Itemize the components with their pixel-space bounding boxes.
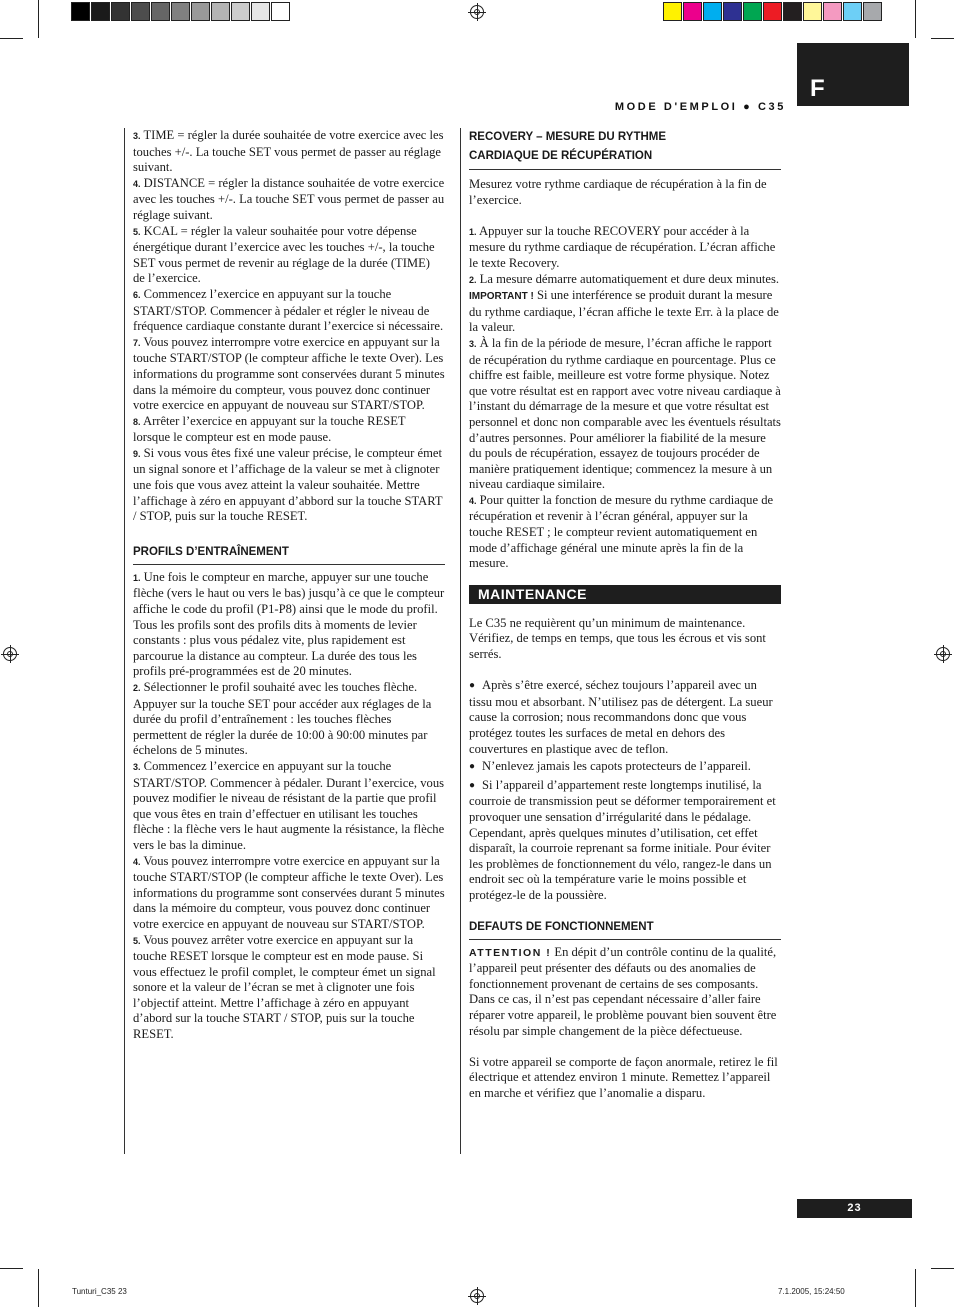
- list-item-number: 1.: [133, 572, 141, 583]
- column-rule-middle: [460, 128, 461, 1154]
- section-heading-defauts: DEFAUTS DE FONCTIONNEMENT: [469, 918, 781, 940]
- page-number: 23: [797, 1199, 912, 1218]
- attention-text: En dépit d’un contrôle continu de la qualité, l’appareil peut présenter des défauts ou des anomalies de fonctionnement provenant de certains de ses composants. Dans ce cas, il n’est pas cependant nécessaire d’aller faire réparer votre appareil, le problème pouvant bien souvent être résolu par simple changement de la pièce défectueuse.: [469, 944, 777, 1038]
- color-swatch: [91, 2, 110, 21]
- color-swatch: [251, 2, 270, 21]
- list-item-number: 4.: [469, 495, 477, 506]
- list-item: [133, 446, 445, 525]
- column-rule-left: [124, 128, 125, 1154]
- color-swatch: [743, 2, 762, 21]
- recovery-heading-line1: RECOVERY – MESURE DU RYTHME: [469, 131, 667, 143]
- list-item: [133, 933, 445, 1043]
- color-swatch: [131, 2, 150, 21]
- grayscale-calibration-bar: [71, 2, 291, 21]
- list-item-number: 6.: [133, 289, 141, 300]
- list-item: [469, 272, 781, 336]
- registration-mark-icon: [936, 647, 950, 661]
- list-item-number: 2.: [133, 683, 141, 693]
- color-swatch: [783, 2, 802, 21]
- list-item: [469, 336, 781, 493]
- list-item: [133, 287, 445, 335]
- color-swatch: [71, 2, 90, 21]
- section-heading-recovery: [469, 128, 781, 170]
- crop-mark: [0, 38, 23, 39]
- color-swatch: [191, 2, 210, 21]
- color-swatch: [863, 2, 882, 21]
- list-item-number: 4.: [133, 178, 141, 189]
- left-column: [133, 128, 445, 1043]
- list-item-text: La mesure démarre automatiquement et dure deux minutes.: [479, 271, 780, 286]
- section-heading-profils: PROFILS D’ENTRAÎNEMENT: [133, 543, 445, 565]
- list-item-text: Une fois le compteur en marche, appuyer sur une touche flèche (vers le haut ou vers le bas) jusqu’à ce que le compteur affiche le code du profil (P1-P8) ainsi que le mode du profil. Tous les profils sont des profils dits à moments de levier constants : plus vous pédalez vite, plus rapidement est parcourue la distance au compteur. La durée des tous les profils pré-programmées est de 20 minutes.: [133, 569, 445, 679]
- list-item-text-continued: Si une interférence se produit durant la mesure du rythme cardiaque, l’écran affiche le texte Err. à la place de la valeur.: [469, 288, 779, 335]
- crop-mark: [931, 1268, 954, 1269]
- color-swatch: [683, 2, 702, 21]
- recovery-steps-list: [469, 224, 781, 572]
- bullet-item: ● N’enlevez jamais les capots protecteurs de l’appareil.: [469, 759, 781, 776]
- list-item-text: Sélectionner le profil souhaité avec les touches flèche. Appuyer sur la touche SET pour accéder aux réglages de la durée du profil d’entraînement : les touches flèches permettent de régler la durée de 10:00 à 90:00 minutes par échelons de 5 minutes.: [133, 680, 432, 758]
- list-item-text: Vous pouvez interrompre votre exercice en appuyant sur la touche START/STOP (le compteur affiche le texte Over). Les informations du programme sont conservées durant 5 minutes dans la mémoire du compteur, vous pouvez donc continuer votre exercice en appuyant de nouveau sur START/STOP.: [133, 334, 445, 413]
- bullet-item: ● Après s’être exercé, séchez toujours l’appareil avec un tissu mou et absorbant. N’utilisez pas de détergent. La sueur cause la corrosion; nous recommandons donc que vous protégez toutes les surfaces de metal en dehors des couvertures en plastique avec de teflon.: [469, 678, 781, 757]
- color-swatch: [271, 2, 290, 21]
- list-item: [133, 570, 445, 680]
- right-column: [469, 128, 781, 1101]
- list-item-text: Vous pouvez interrompre votre exercice en appuyant sur la touche START/STOP (le compteur affiche le texte Over). Les informations du programme sont conservées durant 5 minutes dans la mémoire du compteur, vous pouvez donc continuer votre exercice en appuyant de nouveau sur START/STOP.: [133, 853, 445, 931]
- recovery-intro: Mesurez votre rythme cardiaque de récupération à la fin de l’exercice.: [469, 177, 767, 207]
- color-swatch: [763, 2, 782, 21]
- bullet-item: ● Si l’appareil d’appartement reste longtemps inutilisé, la courroie de transmission peut se déformer temporairement et provoquer une sensation d’irrégularité dans le pédalage. Cependant, après quelques minutes d’utilisation, cet effet disparaît, la courroie reprenant sa forme initiale. Pour éviter les problèmes de fonctionnement du vélo, rangez-le dans un endroit sec où la température varie le moins possible et protégez-le de la poussière.: [469, 778, 781, 904]
- list-item-text: Appuyer sur la touche RECOVERY pour accéder à la mesure du rythme cardiaque de récupération. L’écran affiche le texte Recovery.: [469, 223, 776, 270]
- color-swatch: [231, 2, 250, 21]
- crop-mark: [38, 0, 39, 38]
- recovery-heading-line2: CARDIAQUE DE RÉCUPÉRATION: [469, 150, 653, 162]
- color-swatch: [151, 2, 170, 21]
- crop-mark: [38, 1269, 39, 1307]
- footer-file-label: Tunturi_C35 23: [72, 1287, 127, 1296]
- crop-mark: [915, 1269, 916, 1307]
- maintenance-bullet-list: [469, 678, 781, 903]
- registration-mark-icon: [470, 5, 484, 19]
- section-heading-maintenance: MAINTENANCE: [469, 585, 781, 604]
- attention-paragraph: [469, 945, 781, 1040]
- color-swatch: [171, 2, 190, 21]
- language-tab: [797, 43, 909, 106]
- defauts-paragraph: Si votre appareil se comporte de façon anormale, retirez le fil électrique et attendez environ 1 minute. Remettez l’appareil en marche et vérifiez que l’anomalie a disparu.: [469, 1054, 778, 1100]
- list-item: [469, 493, 781, 572]
- list-item-text: Arrêter l’exercice en appuyant sur la touche RESET lorsque le compteur est en mode pause.: [133, 413, 406, 445]
- list-item: [133, 224, 445, 287]
- list-item: [133, 414, 445, 446]
- list-item-number: 3.: [133, 131, 141, 141]
- color-swatch: [843, 2, 862, 21]
- color-swatch: [703, 2, 722, 21]
- list-item-number: 1.: [469, 226, 477, 237]
- registration-mark-icon: [3, 647, 17, 661]
- registration-mark-icon: [470, 1289, 484, 1303]
- color-swatch: [111, 2, 130, 21]
- list-item: [469, 224, 781, 272]
- list-item: [133, 128, 445, 176]
- attention-label: ATTENTION !: [469, 946, 552, 959]
- list-item-number: 3.: [133, 761, 141, 772]
- list-item: [133, 335, 445, 414]
- important-label: IMPORTANT !: [469, 291, 534, 303]
- profiles-list: [133, 570, 445, 1043]
- list-item-number: 9.: [133, 448, 141, 459]
- program-settings-list: [133, 128, 445, 525]
- list-item-text: TIME = régler la durée souhaitée de votre exercice avec les touches +/-. La touche SET vous permet de passer au réglage suivant.: [133, 128, 444, 175]
- running-header: MODE D'EMPLOI ● C35: [614, 101, 786, 113]
- color-swatch: [211, 2, 230, 21]
- list-item-text: DISTANCE = régler la distance souhaitée de votre exercice avec les touches +/-. La touche SET vous permet de passer au réglage suivant.: [133, 175, 445, 222]
- list-item-number: 5.: [133, 935, 141, 946]
- maintenance-intro: Le C35 ne requièrent qu’un minimum de maintenance. Vérifiez, de temps en temps, que tous les écrous et vis sont serrés.: [469, 615, 766, 662]
- list-item-text: Commencez l’exercice en appuyant sur la touche START/STOP. Commencer à pédaler et régler le niveau de fréquence cardiaque constante durant l’exercice si nécessaire.: [133, 286, 444, 334]
- list-item-number: 7.: [133, 337, 141, 348]
- color-swatch: [803, 2, 822, 21]
- color-swatch: [723, 2, 742, 21]
- list-item-text: Vous pouvez arrêter votre exercice en appuyant sur la touche RESET lorsque le compteur est en mode pause. Si vous effectuez le profil complet, le compteur émet un signal sonore et la valeur de l’écran se met à clignoter une fois l’objectif atteint. Mettre l’affichage à zéro en appuyant d’abord sur la touche START / STOP, puis sur la touche RESET.: [133, 932, 436, 1042]
- list-item-number: 3.: [469, 338, 477, 349]
- list-item-text: Commencez l’exercice en appuyant sur la touche START/STOP. Commencer à pédaler. Durant l’exercice, vous pouvez modifier le niveau de résistant de la partie que profil que vous êtes en train d’effectuer en utilisant les touches flèche : la flèche vers le haut augmente la résistance, la flèche vers le bas la diminue.: [133, 758, 445, 852]
- list-item: [133, 854, 445, 933]
- list-item-text: Si vous vous êtes fixé une valeur précise, le compteur émet un signal sonore et l’affichage de la valeur se met à clignoter une fois que vous avez atteint la valeur souhaitée. Mettre l’affichage à zéro en appuyant d’abbord sur la touche START / STOP, puis sur la touche RESET.: [133, 445, 443, 524]
- color-calibration-bar: [663, 2, 883, 21]
- color-swatch: [663, 2, 682, 21]
- list-item: [133, 759, 445, 854]
- list-item-number: 5.: [133, 226, 141, 237]
- language-tab-letter: F: [810, 75, 825, 102]
- list-item-number: 4.: [133, 856, 141, 867]
- list-item: [133, 176, 445, 224]
- crop-mark: [0, 1268, 23, 1269]
- list-item-text: À la fin de la période de mesure, l’écran affiche le rapport de récupération du rythme cardiaque en pourcentage. Plus ce chiffre est faible, meilleure est votre forme physique. Notez que votre résultat est en rapport avec votre niveau cardiaque à l’instant du démarrage de la mesure et que votre résultat est personnel et donc non comparable avec les éventuels résultats d’autres personnes. Pour améliorer la fiabilité de la mesure du pouls de récupération, essayez de toujours procéder de manière pratiquement identique; commencez la mesure à un niveau cardiaque similaire.: [469, 335, 781, 492]
- footer-timestamp: 7.1.2005, 15:24:50: [778, 1287, 845, 1296]
- list-item: [133, 680, 445, 759]
- color-swatch: [823, 2, 842, 21]
- list-item-text: Pour quitter la fonction de mesure du rythme cardiaque de récupération et revenir à l’écran général, appuyer sur la touche RESET ; le compteur revient automatiquement en mode d’affichage général une minute après la fin de la mesure.: [469, 492, 774, 571]
- list-item-number: 8.: [133, 416, 141, 427]
- crop-mark: [931, 38, 954, 39]
- list-item-text: KCAL = régler la valeur souhaitée pour votre dépense énergétique durant l’exercice avec les touches +/-, la touche SET vous permet de revenir au réglage de la durée (TIME) de l’exercice.: [133, 223, 435, 286]
- crop-mark: [915, 0, 916, 38]
- list-item-number: 2.: [469, 274, 477, 285]
